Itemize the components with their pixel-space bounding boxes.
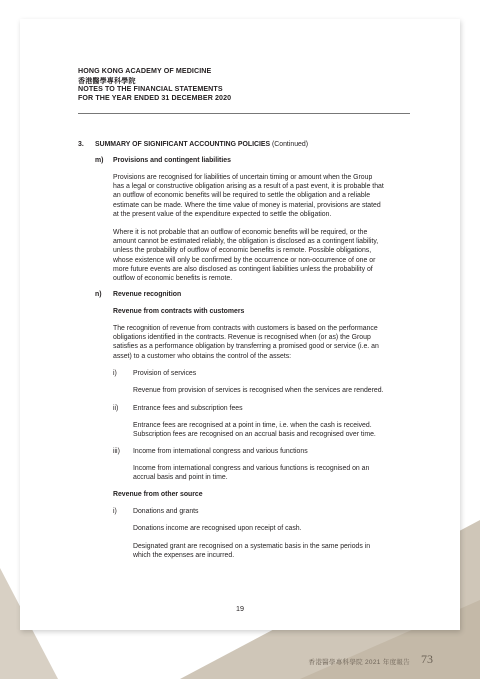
item-text <box>133 421 410 439</box>
item-number: ii) <box>113 405 119 412</box>
header-org-en: HONG KONG ACADEMY OF MEDICINE <box>78 67 212 75</box>
section-number: 3. <box>78 141 84 148</box>
item-text <box>133 464 410 482</box>
page-number: 19 <box>236 604 244 613</box>
text-line: Entrance fees are recognised at a point in time, i.e. when the cash is received. <box>133 422 372 429</box>
n-subheading-other: Revenue from other source <box>113 491 203 498</box>
text-line: The recognition of revenue from contracts with customers is based on the performance <box>113 325 378 332</box>
n-title: Revenue recognition <box>113 291 182 298</box>
m-paragraph-1 <box>113 173 410 219</box>
text-line: Where it is not probable that an outflow of economic benefits will be required, or the <box>113 229 368 236</box>
item-number: iii) <box>113 448 120 455</box>
text-line: an outflow of economic benefits will be required to settle the obligation and a reliable <box>113 192 371 200</box>
n-subheading-contracts: Revenue from contracts with customers <box>113 308 245 315</box>
text-line: estimate can be made. Where the time value of money is material, provisions are stated <box>113 201 381 209</box>
text-line: Donations income are recognised upon receipt of cash. <box>133 525 302 532</box>
text-line: accrual basis and point in time. <box>133 474 228 482</box>
footer-text: 香港醫學專科學院 2021 年度報告 <box>308 659 410 666</box>
text-line: whose existence will only be confirmed by the occurrence or non-occurrence of one or <box>113 256 376 264</box>
item-text <box>133 524 410 533</box>
item-text <box>133 542 410 560</box>
n-label: n) <box>95 291 102 298</box>
item-number: i) <box>113 508 117 515</box>
text-line: satisfies as a performance obligation by transferring a promised good or service (i.e. an <box>113 343 379 351</box>
text-line: more future events are also disclosed as contingent liabilities unless the probability of <box>113 265 373 273</box>
text-line: amount cannot be estimated reliably, the obligation is disclosed as a contingent liability, <box>113 238 379 246</box>
item-title: Income from international congress and various functions <box>133 448 308 455</box>
text-line: has a legal or constructive obligation arising as a result of a past event, it is probable that <box>113 183 384 191</box>
text-line: which the expenses are incurred. <box>133 552 235 560</box>
m-paragraph-2 <box>113 228 410 283</box>
text-line: unless the probability of outflow of economic benefits is remote. Possible obligations, <box>113 247 372 255</box>
header-title: NOTES TO THE FINANCIAL STATEMENTS <box>78 85 223 93</box>
item-title: Entrance fees and subscription fees <box>133 405 243 412</box>
section-heading <box>95 140 308 149</box>
text-line: Designated grant are recognised on a systematic basis in the same periods in <box>133 543 371 550</box>
text-line: Income from international congress and various functions is recognised on an <box>133 465 370 472</box>
footer-page-number: 73 <box>421 652 433 666</box>
section-continued: (Continued) <box>272 141 309 148</box>
item-title: Donations and grants <box>133 508 199 515</box>
header-divider <box>78 113 410 114</box>
header-period: FOR THE YEAR ENDED 31 DECEMBER 2020 <box>78 94 232 102</box>
text-line: outflow of economic benefits is remote. <box>113 275 233 283</box>
item-title: Provision of services <box>133 370 197 377</box>
text-line: Revenue from provision of services is recognised when the services are rendered. <box>133 387 384 394</box>
text-line: Subscription fees are recognised on an accrual basis and recognised over time. <box>133 431 376 439</box>
text-line: asset) to a customer who obtains the control of the assets: <box>113 352 292 360</box>
item-text <box>133 386 410 395</box>
m-label: m) <box>95 157 104 164</box>
header-org-zh: 香港醫學專科學院 <box>78 77 136 85</box>
item-number: i) <box>113 370 117 377</box>
text-line: at the present value of the expenditure expected to settle the obligation. <box>113 210 332 218</box>
text-line: obligations identified in the contracts. Revenue is recognised when (or as) the Group <box>113 334 371 342</box>
section-title: SUMMARY OF SIGNIFICANT ACCOUNTING POLICIES <box>95 141 271 148</box>
m-title: Provisions and contingent liabilities <box>113 157 231 164</box>
n-intro-paragraph <box>113 324 410 361</box>
text-line: Provisions are recognised for liabilities of uncertain timing or amount when the Group <box>113 174 373 181</box>
